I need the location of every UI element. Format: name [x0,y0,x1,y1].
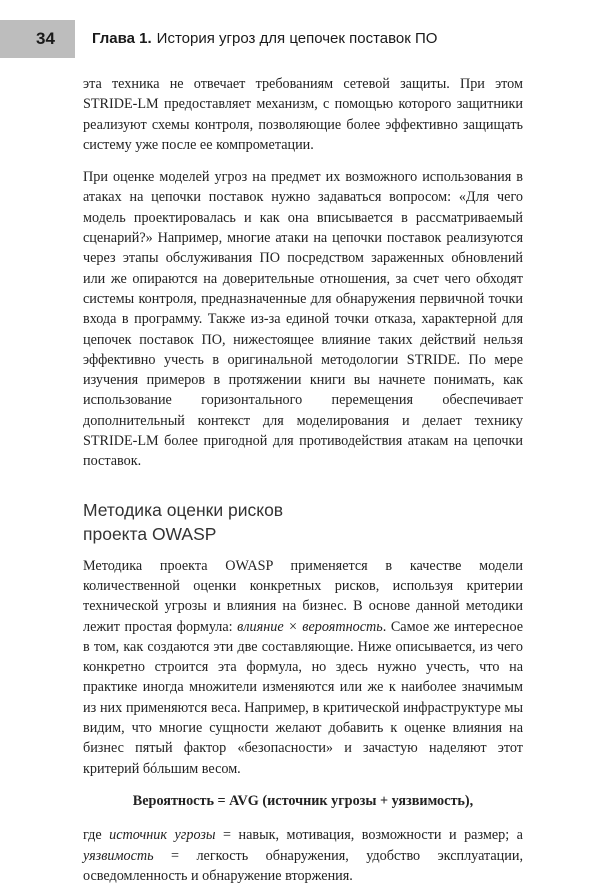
terms-suffix: = легкость обнаружения, удобство эксплуатации, осведомленность и обнаружение вторжения. [83,847,523,884]
owasp-formula-inline: влияние × вероятность [237,618,383,635]
terms-prefix: где [83,827,110,844]
owasp-text-part1: Методика проекта OWASP применяется в качестве модели количественной оценки конкретных рисков, используя критерии технической угрозы и влияния на бизнес. В основе данной методики лежит простая формула: [83,557,523,635]
page-body [83,74,523,886]
chapter-label: Глава 1. [92,30,152,47]
section-heading-owasp [83,498,523,546]
owasp-text-part2: . Самое же интересное в том, как создаются эти две составляющие. Ниже описывается, из чего конкретно строится эта формула, но здесь нужно учесть, что на практике иногда множители изменяются или же к наиболее значимым из них применяются веса. Например, в критической инфраструктуре мы видим, что многие сущности желают добавить к оценке влияния на бизнес пятый фактор «безопасности» и зачастую наделяют этот критерий бóльшим весом. [83,618,524,777]
page-number: 34 [0,20,75,58]
paragraph-owasp-method [83,556,523,779]
likelihood-formula: Вероятность = AVG (источник угрозы + уязвимость), [132,792,474,809]
section-heading-line1: Методика оценки рисков [83,499,284,520]
paragraph-threat-models: При оценке моделей угроз на предмет их возможного использования в атаках на цепочки поставок нужно задаваться вопросом: «Для чего модель проектировалась и как она вписывается в рассматриваемый сценарий?» Например, многие атаки на цепочки поставок реализуются через этапы обслуживания ПО посредством зараженных обновлений или же опираются на доверительные отношения, за счет чего обходят системы контроля, предназначенные для обнаружения первичной точки входа в программу. Также из-за единой точки отказа, характерной для цепочек поставок ПО, нижестоящее влияние таких действий нельзя эффективно учесть в оригинальной методологии STRIDE. По мере изучения примеров в протяжении книги вы начнете понимать, как использование горизонтального перемещения обеспечивает дополнительный контекст для моделирования и делает технику STRIDE-LM более пригодной для противодействия атакам на цепочки поставок. [83,169,523,470]
running-title [92,20,437,58]
chapter-title: История угроз для цепочек поставок ПО [156,30,438,47]
term-vulnerability: уязвимость [83,847,154,864]
terms-mid: = навык, мотивация, возможности и размер; а [215,827,523,844]
section-heading-line2: проекта OWASP [83,523,217,544]
page-header [0,20,600,58]
paragraph-formula-terms [83,825,523,886]
paragraph-stride-lm: эта техника не отвечает требованиям сетевой защиты. При этом STRIDE-LM предоставляет механизм, с помощью которого защитники реализуют схемы контроля, позволяющие более эффективно защищать систему уже после ее компрометации. [83,76,523,153]
term-threat-source: источник угрозы [109,827,216,844]
